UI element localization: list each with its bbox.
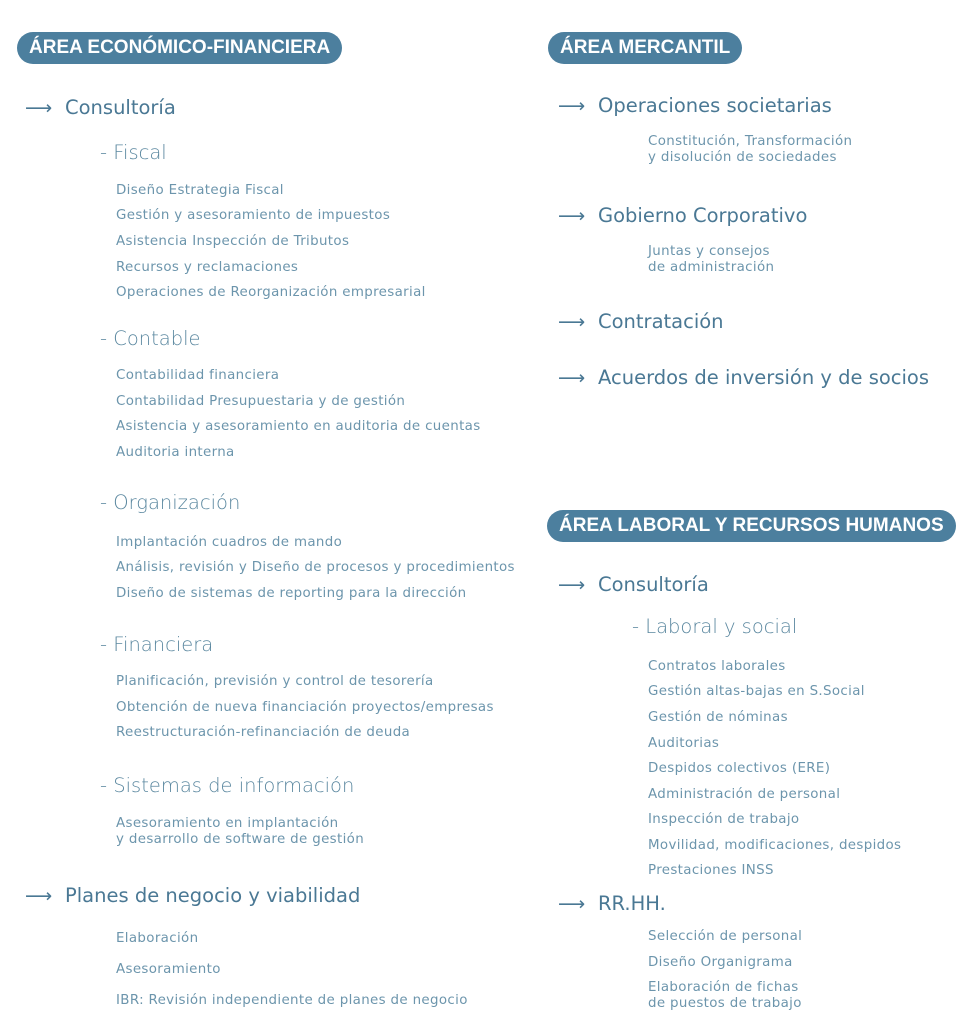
list-item: Auditoria interna — [116, 445, 235, 460]
organizacion-heading: - Organización — [100, 491, 241, 514]
arrow-right-icon: ⟶ — [558, 893, 586, 915]
laboral-consultoria-heading: ⟶ Consultoría — [558, 573, 709, 596]
list-item: Asesoramiento en implantación y desarrollo de software de gestión — [116, 816, 365, 847]
list-item: Despidos colectivos (ERE) — [648, 761, 831, 776]
consultoria-heading: ⟶ Consultoría — [25, 96, 176, 119]
list-item: Análisis, revisión y Diseño de procesos y procedimientos — [116, 560, 515, 575]
list-item: Gestión altas-bajas en S.Social — [648, 684, 865, 699]
arrow-right-icon: ⟶ — [558, 205, 586, 227]
list-item: Gestión de nóminas — [648, 710, 788, 725]
gobierno-description: Juntas y consejos de administración — [648, 244, 775, 275]
list-item: Diseño Organigrama — [648, 955, 793, 970]
list-item: Contabilidad Presupuestaria y de gestión — [116, 394, 406, 409]
list-item: Operaciones de Reorganización empresarial — [116, 285, 426, 300]
area-economico-financiera-title: ÁREA ECONÓMICO-FINANCIERA — [17, 32, 342, 64]
operaciones-heading: ⟶ Operaciones societarias — [558, 94, 832, 117]
list-item: Movilidad, modificaciones, despidos — [648, 838, 902, 853]
laboral-social-heading: - Laboral y social — [632, 615, 798, 638]
list-item: Auditorias — [648, 736, 720, 751]
sistemas-heading: - Sistemas de información — [100, 774, 355, 797]
list-item: Administración de personal — [648, 787, 841, 802]
arrow-right-icon: ⟶ — [25, 97, 53, 119]
list-item: Diseño de sistemas de reporting para la dirección — [116, 586, 467, 601]
arrow-right-icon: ⟶ — [25, 885, 53, 907]
financiera-heading: - Financiera — [100, 633, 214, 656]
list-item: Implantación cuadros de mando — [116, 535, 343, 550]
list-item: Planificación, previsión y control de tesorería — [116, 674, 434, 689]
contable-heading: - Contable — [100, 327, 201, 350]
list-item: Contratos laborales — [648, 659, 786, 674]
arrow-right-icon: ⟶ — [558, 574, 586, 596]
list-item: Gestión y asesoramiento de impuestos — [116, 208, 391, 223]
list-item: Diseño Estrategia Fiscal — [116, 183, 284, 198]
rrhh-heading: ⟶ RR.HH. — [558, 892, 666, 915]
area-mercantil-title: ÁREA MERCANTIL — [548, 32, 742, 64]
list-item: Selección de personal — [648, 929, 803, 944]
list-item: Asesoramiento — [116, 962, 221, 977]
arrow-right-icon: ⟶ — [558, 311, 586, 333]
list-item: Prestaciones INSS — [648, 863, 774, 878]
list-item: Obtención de nueva financiación proyectos/empresas — [116, 700, 494, 715]
area-laboral-title: ÁREA LABORAL Y RECURSOS HUMANOS — [547, 510, 956, 542]
arrow-right-icon: ⟶ — [558, 367, 586, 389]
list-item: Elaboración — [116, 931, 199, 946]
list-item: Contabilidad financiera — [116, 368, 280, 383]
arrow-right-icon: ⟶ — [558, 95, 586, 117]
operaciones-description: Constitución, Transformación y disolución de sociedades — [648, 134, 853, 165]
list-item: Asistencia Inspección de Tributos — [116, 234, 350, 249]
list-item: Recursos y reclamaciones — [116, 260, 299, 275]
list-item: Elaboración de fichas de puestos de trabajo — [648, 980, 802, 1011]
acuerdos-heading: ⟶ Acuerdos de inversión y de socios — [558, 366, 930, 389]
contratacion-heading: ⟶ Contratación — [558, 310, 724, 333]
list-item: Inspección de trabajo — [648, 812, 800, 827]
fiscal-heading: - Fiscal — [100, 141, 167, 164]
planes-heading: ⟶ Planes de negocio y viabilidad — [25, 884, 361, 907]
list-item: Reestructuración-refinanciación de deuda — [116, 725, 411, 740]
list-item: IBR: Revisión independiente de planes de negocio — [116, 993, 468, 1008]
list-item: Asistencia y asesoramiento en auditoria de cuentas — [116, 419, 481, 434]
gobierno-heading: ⟶ Gobierno Corporativo — [558, 204, 808, 227]
